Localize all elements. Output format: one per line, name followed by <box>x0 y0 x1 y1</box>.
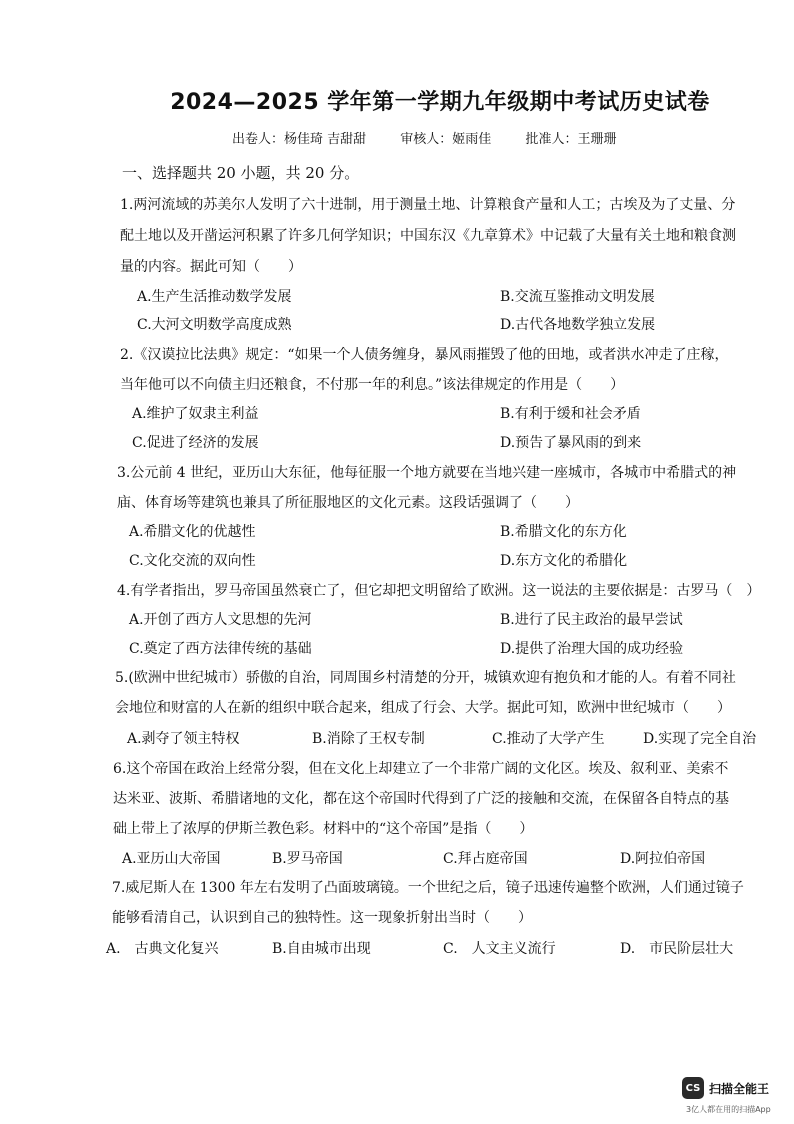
q1-option-c: C.大河文明数学高度成熟 <box>137 317 292 333</box>
q5-option-a: A.剥夺了领主特权 <box>127 731 240 747</box>
q1-line-2: 配土地以及开凿运河积累了许多几何学知识；中国东汉《九章算术》中记载了大量有关土地和粮食测 <box>120 228 736 244</box>
q2-line-1: 2.《汉谟拉比法典》规定：“如果一个人债务缠身，暴风雨摧毁了他的田地，或者洪水冲走了庄稼， <box>120 347 729 363</box>
q6-line-1: 6.这个帝国在政治上经常分裂，但在文化上却建立了一个非常广阔的文化区。埃及、叙利亚、美索不 <box>113 761 729 777</box>
author-line <box>232 128 646 147</box>
q4-option-a: A.开创了西方人文思想的先河 <box>129 612 312 628</box>
q3-line-2: 庙、体育场等建筑也兼具了所征服地区的文化元素。这段话强调了（ ） <box>117 495 579 511</box>
q4-option-b: B.进行了民主政治的最早尝试 <box>500 612 683 628</box>
q2-option-d: D.预告了暴风雨的到来 <box>500 435 642 451</box>
q5-option-c: C.推动了大学产生 <box>492 731 605 747</box>
q3-option-b: B.希腊文化的东方化 <box>500 524 627 540</box>
q1-line-1: 1.两河流域的苏美尔人发明了六十进制，用于测量土地、计算粮食产量和人工；古埃及为了丈量、分 <box>120 197 736 213</box>
q5-line-2: 会地位和财富的人在新的组织中联合起来，组成了行会、大学。据此可知，欧洲中世纪城市（ ） <box>115 700 731 716</box>
q5-option-d: D.实现了完全自治 <box>643 731 757 747</box>
section-heading: 一、选择题共 20 小题，共 20 分。 <box>122 164 360 182</box>
q7-line-2: 能够看清自己，认识到自己的独特性。这一现象折射出当时（ ） <box>112 910 532 926</box>
q2-line-2: 当年他可以不向债主归还粮食，不付那一年的利息。”该法律规定的作用是（ ） <box>120 377 625 393</box>
reviewer: 审核人：姬雨佳 <box>400 132 492 147</box>
q6-option-b: B.罗马帝国 <box>272 851 343 867</box>
setter: 出卷人：杨佳琦 吉甜甜 <box>232 132 367 147</box>
approver: 批准人：王珊珊 <box>525 132 617 147</box>
scanner-tagline: 3亿人都在用的扫描App <box>686 1105 771 1114</box>
exam-title: 2024—2025 学年第一学期九年级期中考试历史试卷 <box>170 90 710 115</box>
q7-line-1: 7.威尼斯人在 1300 年左右发明了凸面玻璃镜。一个世纪之后，镜子迅速传遍整个欧洲，人们通过镜子 <box>112 880 744 896</box>
q4-option-d: D.提供了治理大国的成功经验 <box>500 641 684 657</box>
q2-option-c: C.促进了经济的发展 <box>132 435 259 451</box>
q7-option-a: A. 古典文化复兴 <box>106 941 219 957</box>
q3-option-c: C.文化交流的双向性 <box>129 553 256 569</box>
q6-line-3: 础上带上了浓厚的伊斯兰教色彩。材料中的“这个帝国”是指（ ） <box>113 821 534 837</box>
q7-option-d: D. 市民阶层壮大 <box>620 941 734 957</box>
scanner-watermark <box>682 1077 769 1099</box>
q7-option-c: C. 人文主义流行 <box>443 941 556 957</box>
q6-option-a: A.亚历山大帝国 <box>122 851 221 867</box>
q6-line-2: 达米亚、波斯、希腊诸地的文化，都在这个帝国时代得到了广泛的接触和交流，在保留各自特点的基 <box>113 791 729 807</box>
q3-option-a: A.希腊文化的优越性 <box>129 524 256 540</box>
q6-option-d: D.阿拉伯帝国 <box>620 851 706 867</box>
q1-line-3: 量的内容。据此可知（ ） <box>120 259 302 275</box>
q6-option-c: C.拜占庭帝国 <box>443 851 528 867</box>
q2-option-b: B.有利于缓和社会矛盾 <box>500 406 641 422</box>
q5-line-1: 5.(欧洲中世纪城市）骄傲的自治，同周围乡村清楚的分开，城镇欢迎有抱负和才能的人。有着不同社 <box>115 670 736 686</box>
q1-option-a: A.生产生活推动数学发展 <box>137 289 292 305</box>
q3-line-1: 3.公元前 4 世纪，亚历山大东征，他每征服一个地方就要在当地兴建一座城市，各城市中希腊式的神 <box>117 465 737 481</box>
q1-option-d: D.古代各地数学独立发展 <box>500 317 656 333</box>
camscanner-icon: CS <box>682 1077 704 1099</box>
q7-option-b: B.自由城市出现 <box>272 941 371 957</box>
q5-option-b: B.消除了王权专制 <box>312 731 425 747</box>
q1-option-b: B.交流互鉴推动文明发展 <box>500 289 655 305</box>
q4-option-c: C.奠定了西方法律传统的基础 <box>129 641 312 657</box>
q3-option-d: D.东方文化的希腊化 <box>500 553 628 569</box>
q2-option-a: A.维护了奴隶主利益 <box>132 406 259 422</box>
scanner-app-name: 扫描全能王 <box>709 1081 770 1096</box>
q4-line-1: 4.有学者指出，罗马帝国虽然衰亡了，但它却把文明留给了欧洲。这一说法的主要依据是：古罗马（ ） <box>117 583 761 599</box>
